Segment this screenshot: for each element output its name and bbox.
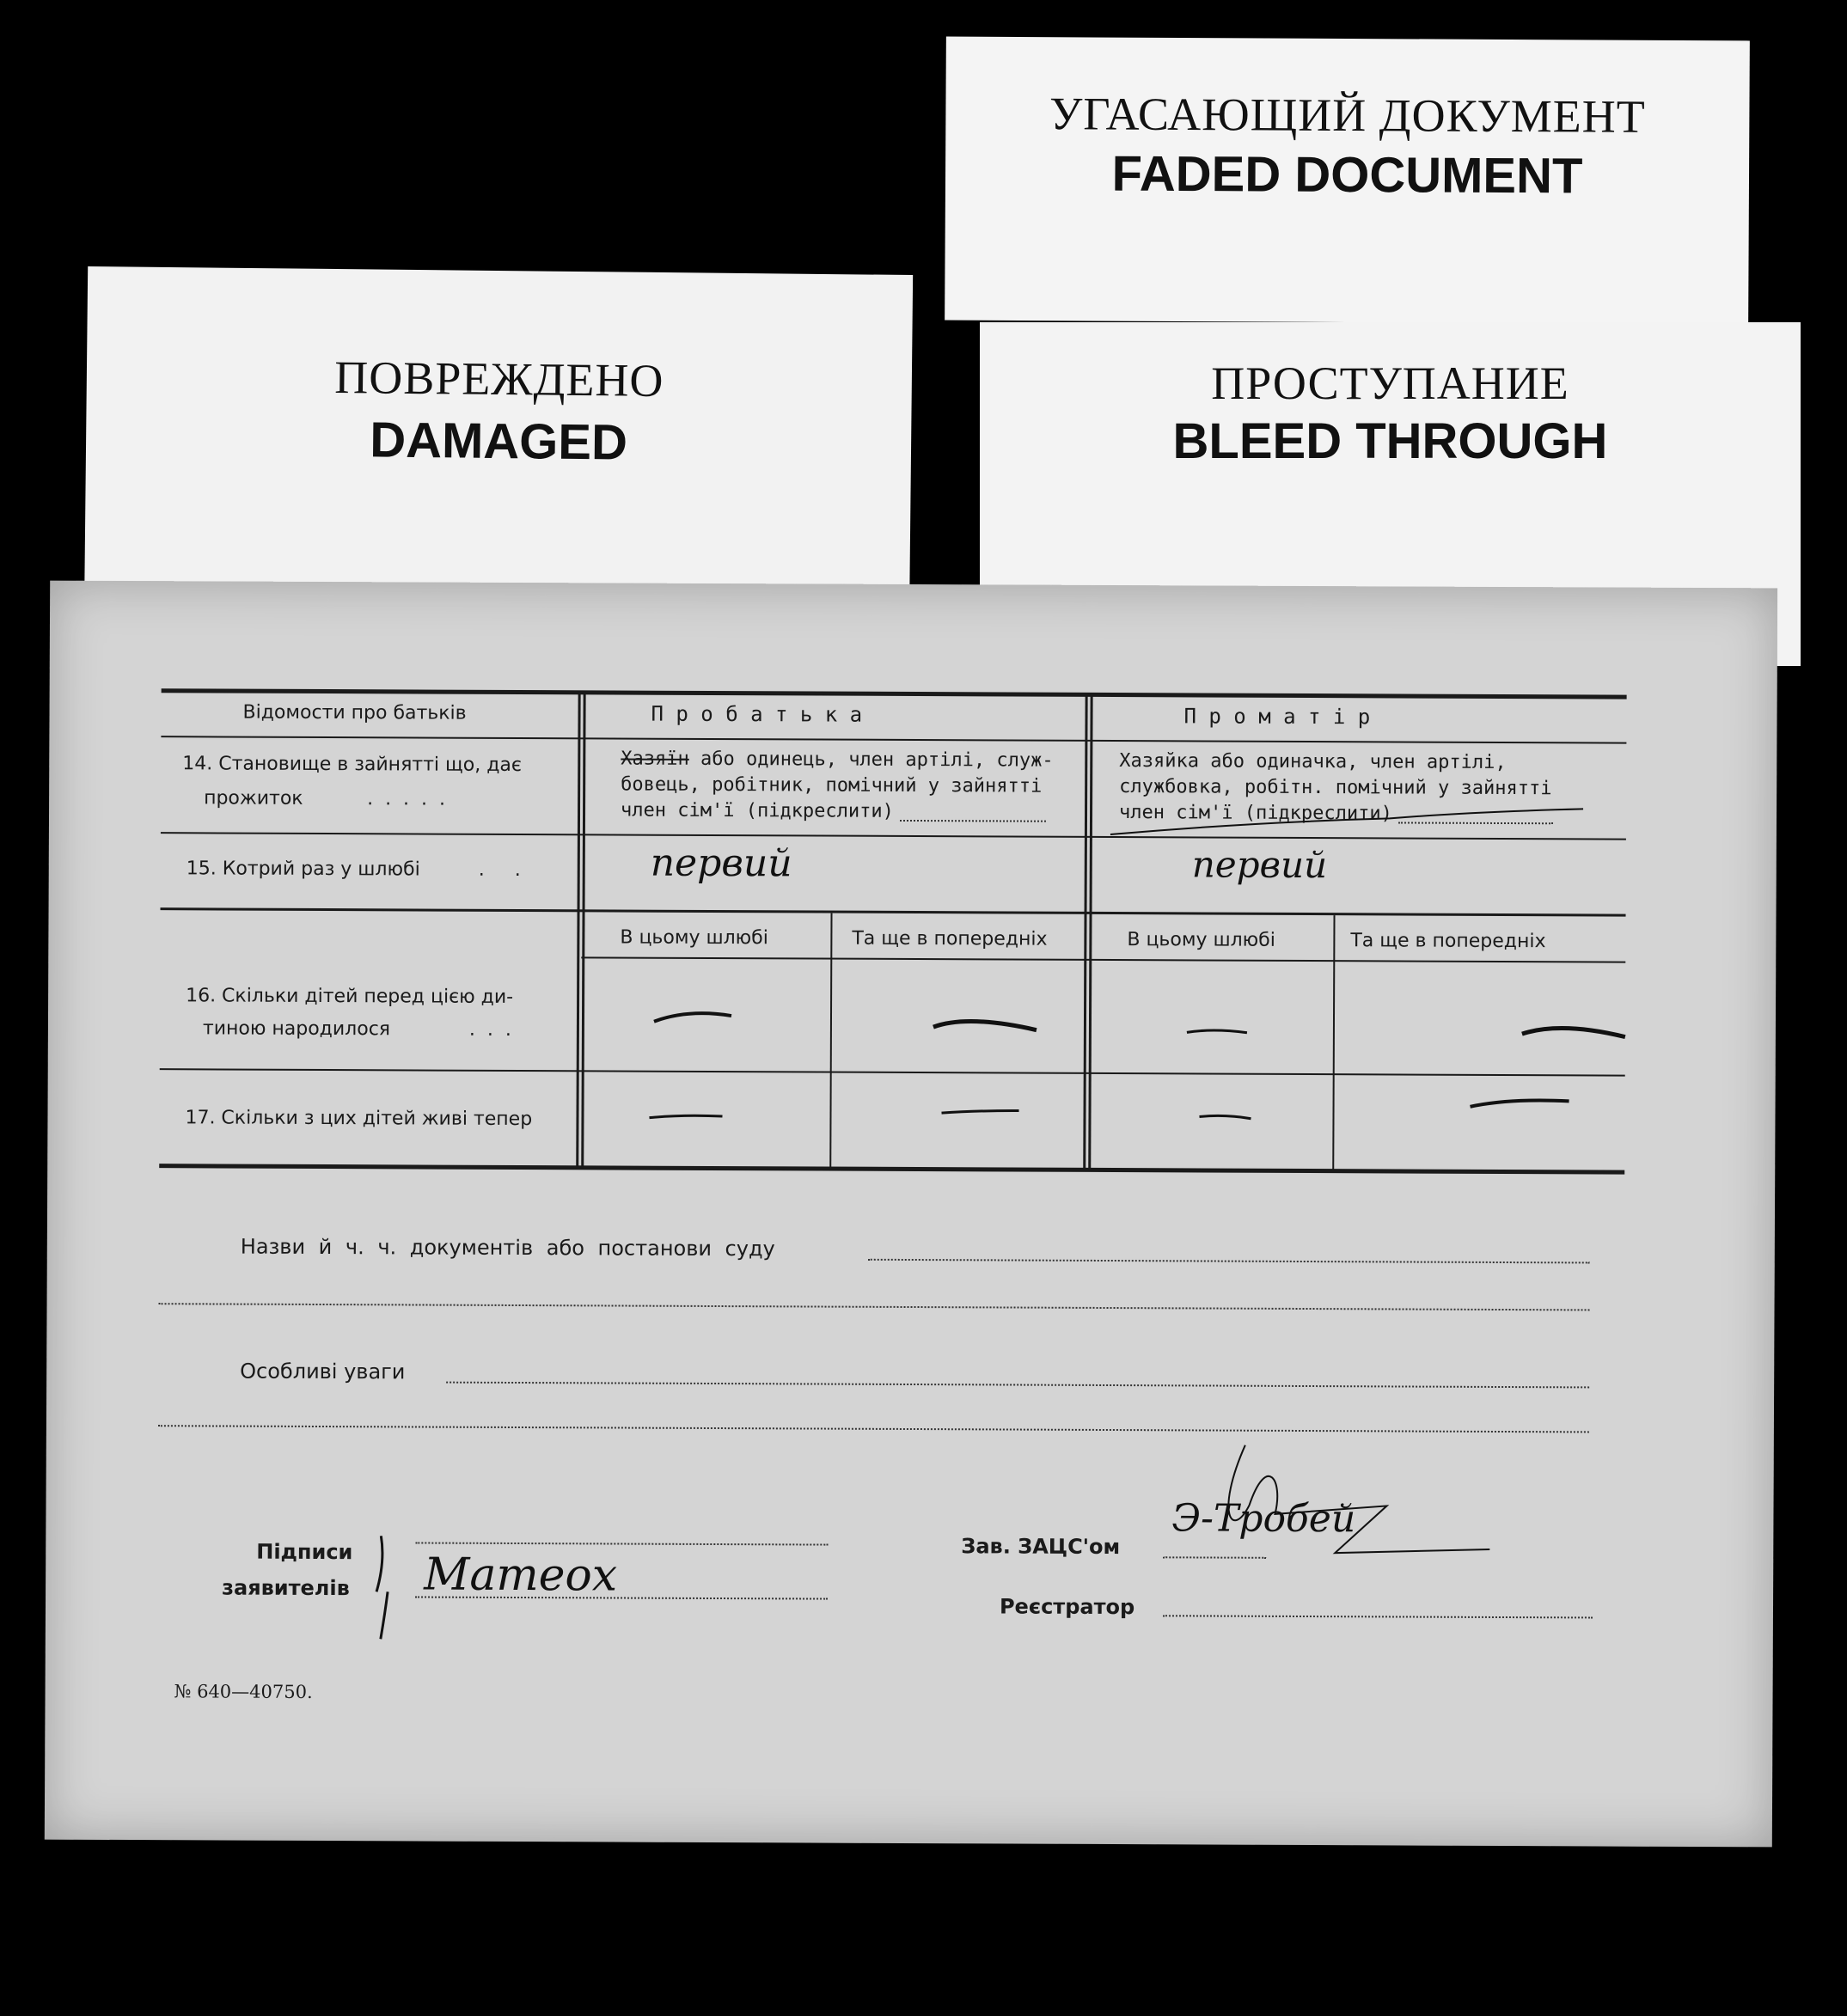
faded-label-en: FADED DOCUMENT: [1111, 145, 1583, 205]
row14-father-line3: член сім'ї (підкреслити): [620, 799, 894, 822]
header-father: П р о б а т ь к а: [651, 701, 863, 727]
father-struck-word: Хазяїн: [621, 748, 689, 770]
form-number: № 640—40750.: [174, 1681, 313, 1702]
remarks-label: Особливі уваги: [240, 1359, 406, 1384]
header-parents-info: Відомости про батьків: [242, 701, 467, 724]
header-mother: П р о м а т і р: [1183, 704, 1371, 730]
zags-head-label: Зав. ЗАЦС'ом: [961, 1534, 1121, 1560]
registrar-label: Реєстратор: [999, 1594, 1135, 1620]
row17-label: 17. Скільки з цих дітей живі тепер: [185, 1107, 533, 1131]
damaged-label-en: DAMAGED: [369, 412, 628, 471]
damaged-label-ru: ПОВРЕЖДЕНО: [333, 351, 664, 407]
row14-mother-line3: член сім'ї (підкреслити): [1118, 802, 1392, 825]
row15-mother-handwriting: первий: [1191, 843, 1328, 887]
bleed-label-ru: ПРОСТУПАНИЕ: [1211, 357, 1569, 409]
father-line1-rest: або одинець, член артілі, служ-: [688, 748, 1054, 772]
row15-leader: . .: [478, 858, 533, 882]
row14-leader: .....: [367, 788, 458, 810]
mother-this-marriage: В цьому шлюбі: [1127, 929, 1275, 951]
zags-head-signature: Э-Тробей: [1171, 1496, 1356, 1542]
row14-label-line2: прожиток: [204, 787, 303, 809]
documents-label: Назви й ч. ч. документів або постанови суду: [240, 1234, 775, 1262]
faded-document-card: [945, 37, 1750, 325]
signatures-label-line2: заявителів: [222, 1575, 350, 1601]
row14-father-line2: бовець, робітник, помічний у зайнятті: [621, 773, 1043, 797]
row14-mother-line1: Хазяйка або одиначка, член артілі,: [1119, 750, 1507, 774]
row14-label-line1: 14. Становище в зайнятті що, дає: [182, 753, 523, 777]
registry-form-sheet: [45, 581, 1777, 1848]
faded-label-ru: УГАСАЮЩИЙ ДОКУМЕНТ: [1049, 88, 1646, 143]
row15-father-handwriting: первий: [650, 840, 792, 886]
row15-label: 15. Котрий раз у шлюбі: [186, 858, 420, 881]
row16-label-line2: тиною народилося: [202, 1017, 391, 1041]
mother-previous: Та ще в попередніх: [1350, 930, 1546, 953]
row16-label-line1: 16. Скільки дітей перед цією ди-: [186, 985, 514, 1008]
bleed-label-en: BLEED THROUGH: [1172, 413, 1608, 469]
father-this-marriage: В цьому шлюбі: [620, 926, 768, 950]
row14-mother-line2: службовка, робітн. помічний у зайнятті: [1119, 776, 1552, 800]
signatures-label-line1: Підписи: [256, 1539, 353, 1565]
row16-leader: ...: [468, 1018, 523, 1042]
handwritten-dashes: [45, 581, 1777, 1848]
applicant-signature: Матеох: [424, 1549, 618, 1602]
father-previous: Та ще в попередніх: [852, 927, 1048, 950]
